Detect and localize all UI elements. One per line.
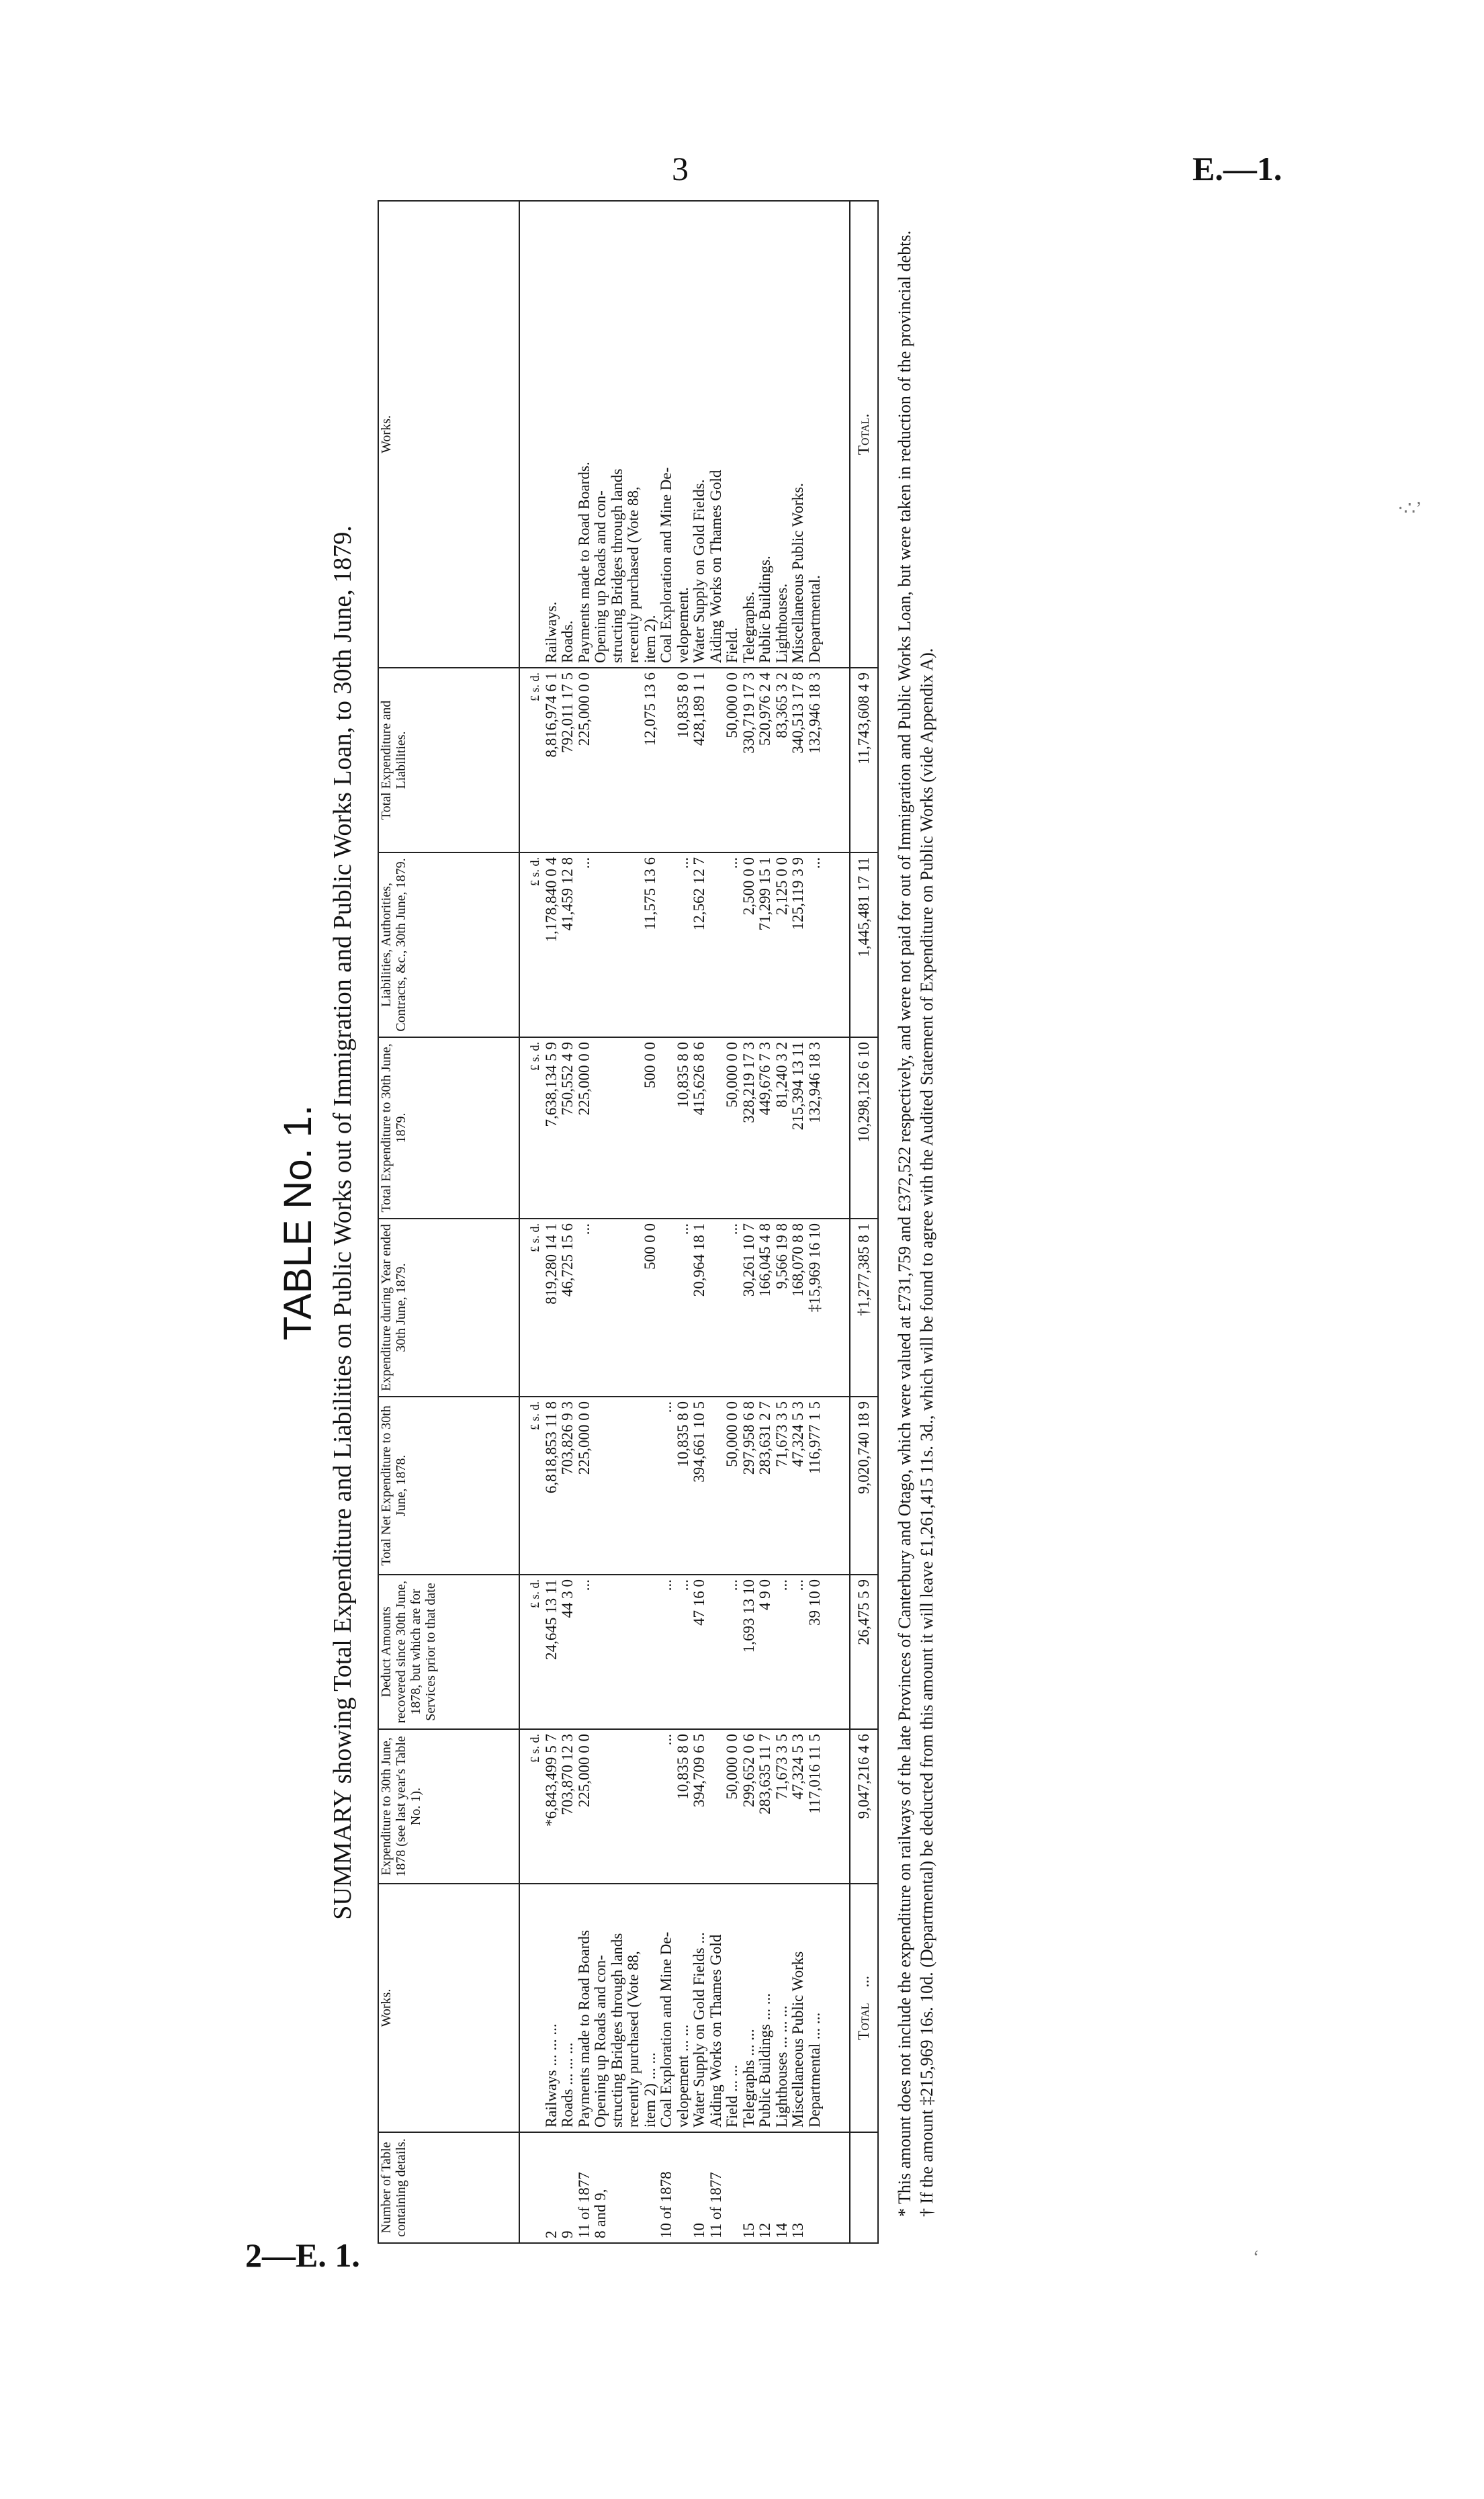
table-cell: 283,635 11 7 <box>756 1734 773 1814</box>
table-cell: 11 of 1877 <box>707 2172 724 2238</box>
table-cell: 11 of 1877 <box>575 2172 593 2238</box>
table-cell: structing Bridges through lands <box>608 468 625 663</box>
table-cell: 30,261 10 7 <box>740 1223 757 1297</box>
table-cell <box>823 1579 840 1724</box>
table-cell: 14 <box>773 2223 790 2238</box>
table-cell: 39 10 0 <box>805 1579 823 1626</box>
table-cell: 2,500 0 0 <box>740 857 757 916</box>
table-cell: *6,843,499 5 7 <box>542 1734 560 1827</box>
table-cell <box>823 1223 840 1392</box>
table-cell <box>609 1401 626 1570</box>
column-total-expenditure <box>519 1037 850 1219</box>
table-cell: 297,958 6 8 <box>740 1401 757 1475</box>
table-cell: ... <box>674 1579 691 1591</box>
table-cell: 225,000 0 0 <box>575 1042 593 1116</box>
total-blank <box>850 2132 878 2243</box>
table-cell: 44 3 0 <box>559 1579 576 1618</box>
table-cell: 225,000 0 0 <box>575 672 593 746</box>
table-cell <box>642 1401 659 1570</box>
table-cell <box>625 857 642 1033</box>
table-cell: 6,818,853 11 8 <box>542 1401 560 1494</box>
table-cell: Departmental ... ... <box>805 2012 823 2128</box>
table-cell <box>708 857 725 1033</box>
table-cell <box>708 1401 725 1570</box>
total-net: 9,020,740 18 9 <box>850 1397 878 1575</box>
column-works-right <box>519 201 850 668</box>
table-cell: 47,324 5 3 <box>789 1734 806 1800</box>
table-cell <box>593 1042 609 1214</box>
table-cell: 12 <box>756 2223 773 2238</box>
table-cell: Miscellaneous Public Works. <box>789 483 806 663</box>
table-cell: 50,000 0 0 <box>724 672 740 738</box>
table-cell <box>823 672 840 848</box>
table-cell: Roads ... ... ... <box>559 2042 576 2128</box>
table-cell <box>625 1579 642 1724</box>
table-cell: Field ... ... <box>724 2064 740 2128</box>
table-cell: ... <box>674 857 691 869</box>
table-cell: 225,000 0 0 <box>575 1734 593 1808</box>
table-cell: Payments made to Road Boards <box>575 1930 593 2128</box>
table-cell <box>708 1042 725 1214</box>
table-cell: 41,459 12 8 <box>559 857 576 931</box>
table-cell: Field. <box>724 627 740 663</box>
table-cell: 71,299 15 1 <box>756 857 773 931</box>
table-cell: 125,119 3 9 <box>789 857 806 930</box>
table-cell <box>625 1223 642 1392</box>
column-year <box>519 1219 850 1397</box>
table-cell: 449,676 7 3 <box>756 1042 773 1116</box>
table-cell: 20,964 18 1 <box>691 1223 707 1297</box>
total-year: †1,277,385 8 1 <box>850 1219 878 1397</box>
table-cell: Coal Exploration and Mine De- <box>658 1931 674 2128</box>
header-year: Expenditure during Year ended 30th June, 1879. <box>378 1219 519 1397</box>
table-cell: 13 <box>789 2223 806 2238</box>
table-cell: ... <box>575 1223 593 1235</box>
table-cell: 50,000 0 0 <box>724 1734 740 1800</box>
header-total-el: Total Expenditure and Liabilities. <box>378 668 519 852</box>
table-cell: 2 <box>542 2230 560 2238</box>
header-deduct: Deduct Amounts recovered since 30th June, 1878, but which are for Services prior to that date <box>378 1575 519 1729</box>
table-cell <box>823 206 840 663</box>
table-cell: ... <box>658 1734 674 1746</box>
table-cell: 10,835 8 0 <box>674 672 691 738</box>
table-cell: 4 9 0 <box>756 1579 773 1610</box>
table-cell <box>807 2137 824 2238</box>
table-cell: 8,816,974 6 1 <box>542 672 560 758</box>
table-cell: Railways ... ... ... <box>542 2023 560 2128</box>
table-cell <box>593 1401 609 1570</box>
total-total-el: 11,743,608 4 9 <box>850 668 878 852</box>
rotated-table-region <box>275 202 1095 2244</box>
table-cell: 168,070 8 8 <box>789 1223 806 1297</box>
table-cell: 340,513 17 8 <box>789 672 806 754</box>
spacer <box>527 1888 543 2128</box>
header-expenditure: Expenditure to 30th June, 1878 (see last year's Table No. 1). <box>378 1729 519 1884</box>
table-cell <box>593 1223 609 1392</box>
units-label: £ s. d. <box>528 1042 541 1071</box>
table-cell <box>609 1223 626 1392</box>
document-code: E.—1. <box>1192 150 1282 187</box>
table-cell <box>658 672 675 848</box>
table-cell: 520,976 2 4 <box>756 672 773 746</box>
table-cell <box>625 2137 642 2238</box>
table-cell: 24,645 13 11 <box>542 1579 560 1660</box>
table-cell: 283,631 2 7 <box>756 1401 773 1475</box>
table-cell: 8 and 9, <box>592 2189 609 2238</box>
table-cell: 792,011 17 5 <box>559 672 576 753</box>
header-net: Total Net Expenditure to 30th June, 1878. <box>378 1397 519 1575</box>
header-total-expenditure: Total Expenditure to 30th June, 1879. <box>378 1037 519 1219</box>
table-number: TABLE No. 1. <box>276 1104 320 1341</box>
table-cell: 215,394 13 11 <box>789 1042 806 1131</box>
table-cell: structing Bridges through lands <box>608 1933 625 2128</box>
table-cell <box>625 672 642 848</box>
table-cell: 2,125 0 0 <box>773 857 790 916</box>
table-cell: 1,693 13 10 <box>740 1579 757 1653</box>
table-cell: ... <box>789 1579 806 1591</box>
table-cell: Railways. <box>542 601 560 663</box>
table-cell <box>823 1042 840 1214</box>
table-cell <box>642 1734 659 1879</box>
table-cell: 83,365 3 2 <box>773 672 790 738</box>
table-cell: 47 16 0 <box>691 1579 707 1626</box>
footer-code: 2—E. 1. <box>245 2236 360 2274</box>
summary-table <box>378 200 879 2244</box>
table-cell: 12,075 13 6 <box>641 672 658 746</box>
table-cell <box>708 672 725 848</box>
column-number <box>519 2132 850 2243</box>
table-cell: 132,946 18 3 <box>805 1042 823 1123</box>
table-cell: ... <box>674 1223 691 1235</box>
units-label: £ s. d. <box>528 857 541 887</box>
table-cell: 46,725 15 6 <box>559 1223 576 1297</box>
units-label: £ s. d. <box>528 1401 541 1431</box>
table-cell <box>658 1042 675 1214</box>
table-cell <box>609 1042 626 1214</box>
table-cell <box>823 2137 840 2238</box>
table-cell <box>625 1042 642 1214</box>
total-total-expenditure: 10,298,126 6 10 <box>850 1037 878 1219</box>
table-cell <box>625 1734 642 1879</box>
table-cell: recently purchased (Vote 88, <box>625 486 642 663</box>
table-cell: ... <box>724 1223 740 1235</box>
units-label: £ s. d. <box>528 672 541 702</box>
column-expenditure <box>519 1729 850 1884</box>
table-cell: 7,638,134 5 9 <box>542 1042 560 1127</box>
table-cell <box>642 1579 659 1724</box>
table-cell: Miscellaneous Public Works <box>789 1951 806 2128</box>
table-cell: 12,562 12 7 <box>691 857 707 931</box>
table-cell: 11,575 13 6 <box>641 857 658 930</box>
table-cell: 10 of 1878 <box>658 2171 674 2238</box>
table-cell: ... <box>658 1401 674 1413</box>
table-cell: 10,835 8 0 <box>674 1042 691 1108</box>
table-cell <box>823 857 840 1033</box>
column-works <box>519 1884 850 2132</box>
table-cell: velopement. <box>674 586 691 663</box>
table-cell <box>823 1888 840 2128</box>
table-cell: Lighthouses ... ... ... <box>773 2005 790 2128</box>
table-cell <box>823 1401 840 1570</box>
table-cell: 500 0 0 <box>641 1042 658 1088</box>
table-cell: Lighthouses. <box>773 583 790 663</box>
table-cell: 15 <box>740 2223 757 2238</box>
table-cell: 428,189 1 1 <box>691 672 707 746</box>
table-cell <box>708 1223 725 1392</box>
table-title: SUMMARY showing Total Expenditure and Liabilities on Public Works out of Immigration and Public Works Loan, to 30th June, 1879. <box>329 525 357 1920</box>
table-cell: ... <box>658 1579 674 1591</box>
stray-mark: ‘ <box>1253 2247 1260 2268</box>
table-cell: 9 <box>559 2230 576 2238</box>
stray-mark: ·∴’ <box>1397 498 1422 519</box>
column-net <box>519 1397 850 1575</box>
header-works: Works. <box>378 1884 519 2132</box>
table-cell: 9,566 19 8 <box>773 1223 790 1289</box>
total-label-text: Total <box>855 2003 872 2040</box>
table-cell: Public Buildings ... ... <box>756 1993 773 2128</box>
table-cell: recently purchased (Vote 88, <box>625 1951 642 2128</box>
table-cell <box>609 1734 626 1879</box>
table-cell: 71,673 3 5 <box>773 1401 790 1467</box>
table-cell: 299,652 0 6 <box>740 1734 757 1808</box>
table-cell: ... <box>724 857 740 869</box>
table-cell: Aiding Works on Thames Gold <box>707 470 724 663</box>
total-expenditure: 9,047,216 4 6 <box>850 1729 878 1884</box>
table-cell: ... <box>724 1579 740 1591</box>
table-cell <box>609 672 626 848</box>
table-cell <box>593 1579 609 1724</box>
table-cell: 415,626 8 6 <box>691 1042 707 1116</box>
table-cell: ... <box>575 1579 593 1591</box>
table-cell: Water Supply on Gold Fields. <box>691 479 707 663</box>
table-cell: Departmental. <box>805 575 823 663</box>
table-cell: Payments made to Road Boards. <box>575 462 593 663</box>
table-cell: item 2). <box>641 615 658 663</box>
table-cell <box>658 1223 675 1392</box>
table-cell: 71,673 3 5 <box>773 1734 790 1800</box>
footnote-1: * This amount does not include the expenditure on railways of the late Provinces of Canterbury and Otago, which were valued at £731,759 and £372,522 respectively, and were not paid for out of Immigration and Public Works Loan, but were taken in reduction of the provincial debts. <box>895 230 914 2217</box>
units-label: £ s. d. <box>528 1734 541 1763</box>
table-cell: 10,835 8 0 <box>674 1401 691 1467</box>
table-cell <box>823 1734 840 1879</box>
table-cell <box>593 672 609 848</box>
units-label: £ s. d. <box>528 1579 541 1609</box>
table-cell <box>609 857 626 1033</box>
table-cell: 132,946 18 3 <box>805 672 823 754</box>
table-cell: 116,977 1 5 <box>805 1401 823 1475</box>
footnote-2: † If the amount ‡215,969 16s. 10d. (Departmental) be deducted from this amount it will leave £1,261,415 11s. 3d., which will be found to agree with the Audited Statement of Expenditure on Public Works (vide Appendix A). <box>917 648 936 2217</box>
column-total-el <box>519 668 850 852</box>
total-liabilities: 1,445,481 17 11 <box>850 852 878 1037</box>
table-cell <box>708 1734 725 1879</box>
table-cell: 10 <box>691 2223 707 2238</box>
table-cell: Opening up Roads and con- <box>592 490 609 663</box>
table-cell: Aiding Works on Thames Gold <box>707 1934 724 2128</box>
table-cell <box>609 2137 626 2238</box>
table-cell: 47,324 5 3 <box>789 1401 806 1467</box>
table-cell <box>625 1401 642 1570</box>
table-cell: 819,280 14 1 <box>542 1223 560 1305</box>
table-cell <box>609 1579 626 1724</box>
header-works-right: Works. <box>378 201 519 668</box>
column-deduct <box>519 1575 850 1729</box>
total-works-right: Total. <box>850 201 878 668</box>
total-deduct: 26,475 5 9 <box>850 1575 878 1729</box>
table-cell: 50,000 0 0 <box>724 1401 740 1467</box>
spacer <box>527 2137 543 2238</box>
table-cell: Telegraphs. <box>740 591 757 663</box>
header-liabilities: Liabilities, Authorities, Contracts, &c., 30th June, 1879. <box>378 852 519 1037</box>
table-cell: 81,240 3 2 <box>773 1042 790 1108</box>
table-cell: 225,000 0 0 <box>575 1401 593 1475</box>
column-liabilities <box>519 852 850 1037</box>
total-dots: ... <box>855 1976 872 1988</box>
table-cell: 750,552 4 9 <box>559 1042 576 1116</box>
footnotes <box>893 202 938 2244</box>
table-cell: 1,178,840 0 4 <box>542 857 560 942</box>
table-cell: ... <box>773 1579 790 1591</box>
units-label: £ s. d. <box>528 1223 541 1253</box>
page-number: 3 <box>672 150 689 187</box>
table-cell: 117,016 11 5 <box>805 1734 823 1814</box>
table-cell: ‡15,969 16 10 <box>805 1223 823 1313</box>
table-cell: 394,661 10 5 <box>691 1401 707 1483</box>
table-cell: ... <box>575 857 593 869</box>
table-cell: Opening up Roads and con- <box>592 1955 609 2128</box>
table-cell: velopement ... ... <box>674 2024 691 2128</box>
spacer <box>527 206 543 663</box>
table-cell: Water Supply on Gold Fields ... <box>691 1932 707 2128</box>
table-cell: 328,219 17 3 <box>740 1042 757 1123</box>
table-cell: Telegraphs ... ... <box>740 2029 757 2128</box>
table-cell <box>593 857 609 1033</box>
table-cell: Roads. <box>559 620 576 663</box>
table-cell: 703,826 9 3 <box>559 1401 576 1475</box>
header-number: Number of Table containing details. <box>378 2132 519 2243</box>
table-cell <box>724 2137 741 2238</box>
table-cell: 10,835 8 0 <box>674 1734 691 1800</box>
table-cell: item 2) ... ... <box>641 2052 658 2128</box>
table-cell <box>642 2137 659 2238</box>
table-cell <box>708 1579 725 1724</box>
table-cell <box>593 1734 609 1879</box>
table-cell <box>675 2137 692 2238</box>
table-cell: 166,045 4 8 <box>756 1223 773 1297</box>
table-cell: Coal Exploration and Mine De- <box>658 467 674 663</box>
table-cell: 50,000 0 0 <box>724 1042 740 1108</box>
table-cell: Public Buildings. <box>756 556 773 663</box>
table-cell <box>658 857 675 1033</box>
table-cell: 500 0 0 <box>641 1223 658 1270</box>
table-cell: 330,719 17 3 <box>740 672 757 754</box>
table-cell: 703,870 12 3 <box>559 1734 576 1815</box>
table-cell: ... <box>805 857 823 869</box>
table-cell: 394,709 6 5 <box>691 1734 707 1808</box>
total-label <box>850 1884 878 2132</box>
